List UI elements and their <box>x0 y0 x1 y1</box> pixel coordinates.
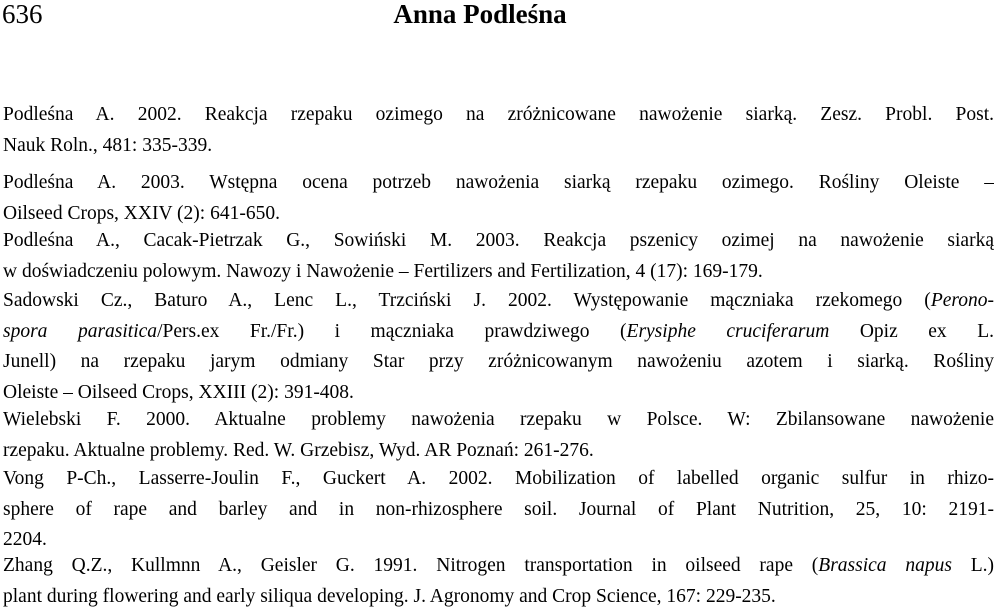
reference-line: plant during flowering and early siliqua developing. J. Agronomy and Crop Science, 167: 229-235. <box>42 582 994 612</box>
reference-item <box>3 464 994 556</box>
reference-item <box>3 551 994 612</box>
reference-item <box>3 286 994 408</box>
reference-line: Oilseed Crops, XXIV (2): 641-650. <box>42 199 994 230</box>
reference-line: w doświadczeniu polowym. Nawozy i Nawożenie – Fertilizers and Fertilization, 4 (17): 169-179. <box>42 257 994 288</box>
reference-line: Oleiste – Oilseed Crops, XXIII (2): 391-408. <box>42 378 994 409</box>
reference-item <box>3 168 994 229</box>
reference-line: Junell) na rzepaku jarym odmiany Star przy zróżnicowanym nawożeniu azotem i siarką. Rośliny <box>42 347 994 378</box>
page-header <box>0 0 960 40</box>
reference-line: spora parasitica/Pers.ex Fr./Fr.) i mączniaka prawdziwego (Erysiphe cruciferarum Opiz ex L. <box>42 317 994 348</box>
reference-line: sphere of rape and barley and in non-rhizosphere soil. Journal of Plant Nutrition, 25, 10: 2191- <box>42 495 994 526</box>
reference-line: Podleśna A., Cacak-Pietrzak G., Sowiński M. 2003. Reakcja pszenicy ozimej na nawożenie siarką <box>42 226 994 257</box>
reference-line: Podleśna A. 2003. Wstępna ocena potrzeb nawożenia siarką rzepaku ozimego. Rośliny Oleiste – <box>42 168 994 199</box>
reference-line: 2204. <box>42 525 994 556</box>
page-number: 636 <box>2 0 43 30</box>
reference-line: Zhang Q.Z., Kullmnn A., Geisler G. 1991. Nitrogen transportation in oilseed rape (Brassica napus L.) <box>42 551 994 582</box>
reference-line: Vong P-Ch., Lasserre-Joulin F., Guckert A. 2002. Mobilization of labelled organic sulfur in rhizo- <box>42 464 994 495</box>
reference-line: rzepaku. Aktualne problemy. Red. W. Grzebisz, Wyd. AR Poznań: 261-276. <box>42 436 994 467</box>
reference-line: Nauk Roln., 481: 335-339. <box>42 131 994 162</box>
reference-line: Podleśna A. 2002. Reakcja rzepaku ozimego na zróżnicowane nawożenie siarką. Zesz. Probl. Post. <box>42 100 994 131</box>
reference-item <box>3 405 994 466</box>
reference-item <box>3 226 994 287</box>
reference-item <box>3 100 994 161</box>
reference-line: Sadowski Cz., Baturo A., Lenc L., Trzciński J. 2002. Występowanie mączniaka rzekomego (Perono- <box>42 286 994 317</box>
reference-line: Wielebski F. 2000. Aktualne problemy nawożenia rzepaku w Polsce. W: Zbilansowane nawożenie <box>42 405 994 436</box>
running-head-author: Anna Podleśna <box>0 0 960 30</box>
